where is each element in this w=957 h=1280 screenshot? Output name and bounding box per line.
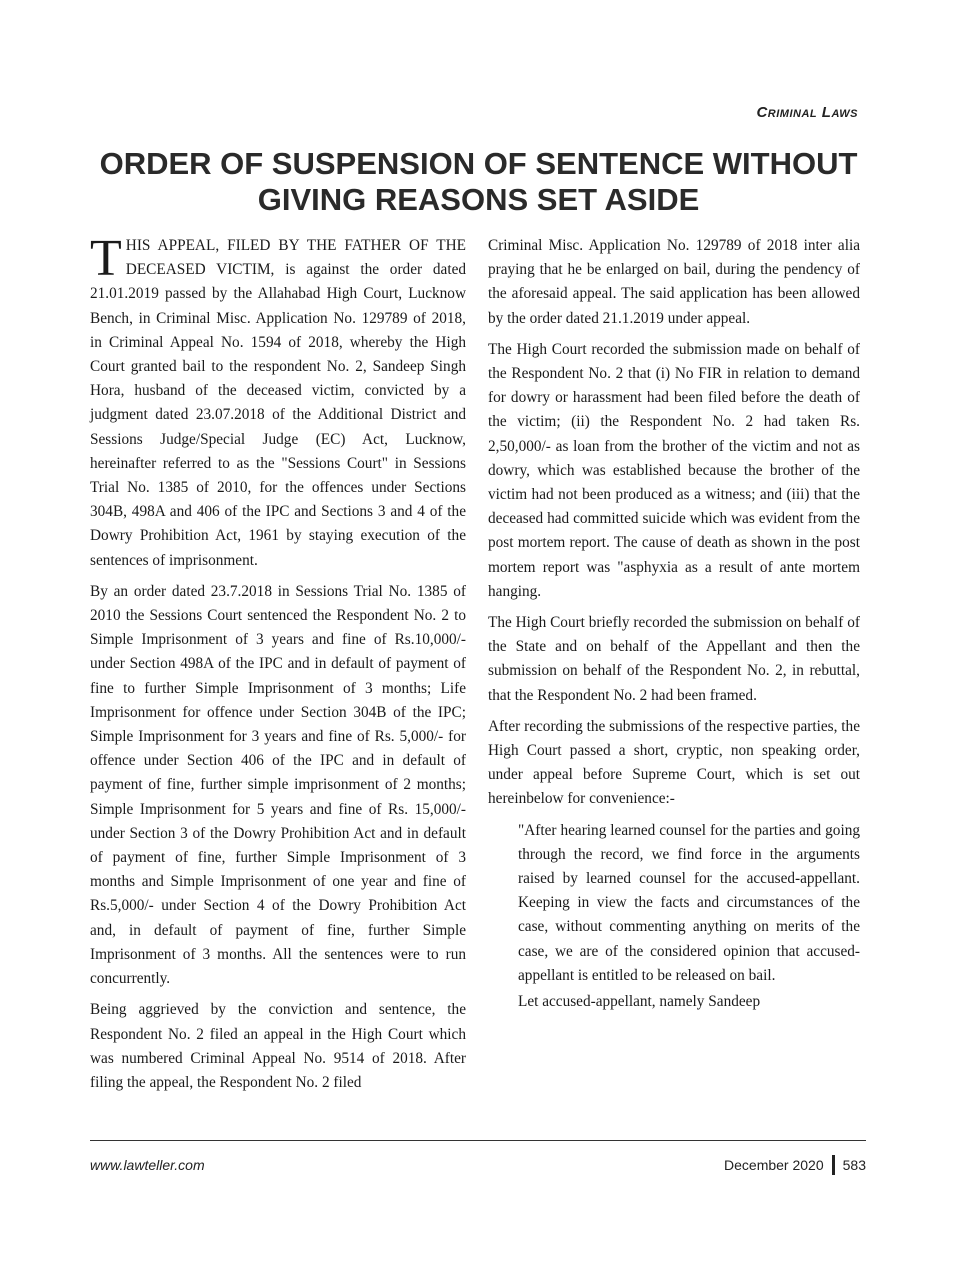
paragraph: Criminal Misc. Application No. 129789 of 2018 inter alia praying that he be enlarged on bail, during the pendency of the aforesaid appeal. The said application has been allowed by the order dated 21.1.2019 under appeal. xyxy=(488,237,860,327)
footer-separator xyxy=(832,1155,835,1175)
article-title: ORDER OF SUSPENSION OF SENTENCE WITHOUT GIVING REASONS SET ASIDE xyxy=(99,146,858,217)
paragraph: After recording the submissions of the respective parties, the High Court passed a short, cryptic, non speaking order, under appeal before Supreme Court, which is set out hereinbelow for convenience:- xyxy=(488,717,860,808)
paragraph: By an order dated 23.7.2018 in Sessions Trial No. 1385 of 2010 the Sessions Court sentenced the Respondent No. 2 to Simple Imprisonment of 3 years and fine of Rs.10,000/- under Section 498A of the IPC and in default of payment of fine to further Simple Imprisonment of 3 months; Life Imprisonment for offence under Section 304B of the IPC; Simple Imprisonment for 3 years and fine of Rs. 5,000/- for offence under Section 406 of the IPC and in default of payment of fine, further simple imprisonment of 2 months; Simple Imprisonment for 5 years and fine of Rs. 15,000/- under Section 3 of the Dowry Prohibition Act and in default of payment of fine, further Simple Imprisonment of 3 months and Simple Imprisonment of one year and fine of Rs.5,000/- under Section 4 of the Dowry Prohibition Act and, in default of payment of fine, further Simple Imprisonment of 3 months. All the sentences were to run concurrently. xyxy=(90,582,466,988)
left-column xyxy=(90,230,467,1102)
right-column xyxy=(488,234,860,1016)
footer-website: www.lawteller.com xyxy=(90,1157,205,1173)
section-label: Criminal Laws xyxy=(756,104,858,121)
footer-info xyxy=(724,1155,866,1175)
quote-paragraph: "After hearing learned counsel for the parties and going through the record, we find force in the arguments raised by learned counsel for the accused-appellant. Keeping in view the facts and circumstances of the case, without commenting anything on merits of the case, we are of the considered opinion that accused-appellant is entitled to be released on bail. xyxy=(518,821,860,984)
issue-date: December 2020 xyxy=(724,1157,824,1173)
page-number: 583 xyxy=(842,1157,866,1173)
paragraph xyxy=(90,230,467,573)
paragraph: Being aggrieved by the conviction and sentence, the Respondent No. 2 filed an appeal in the High Court which was numbered Criminal Appeal No. 9514 of 2018. After filing the appeal, the Respondent No. 2 filed xyxy=(90,1001,466,1091)
quote-paragraph: Let accused-appellant, namely Sandeep xyxy=(518,993,761,1011)
drop-cap: T xyxy=(90,230,122,287)
paragraph-text: is against the order dated 21.01.2019 passed by the Allahabad High Court, Lucknow Bench, in Criminal Misc. Application No. 129789 of 2018, in Criminal Appeal No. 1594 of 2018, whereby the High Court granted bail to the respondent No. 2, Sandeep Singh Hora, husband of the deceased victim, convicted by a judgment dated 23.07.2018 of the Additional District and Sessions Judge/Special Judge (EC) Act, Lucknow, hereinafter referred to as the "Sessions Court" in Sessions Trial No. 1385 of 2010, for the offences under Sections 304B, 498A and 406 of the IPC and Sections 3 and 4 of the Dowry Prohibition Act, 1961 by staying execution of the sentences of imprisonment. xyxy=(90,261,467,569)
block-quote xyxy=(518,819,860,1015)
footer-divider xyxy=(90,1140,866,1141)
lead-in: HIS APPEAL, FILED BY THE FATHER OF THE DECEASED VICTIM, xyxy=(125,237,466,279)
paragraph: The High Court briefly recorded the submission on behalf of the State and on behalf of the Appellant and then the submission on behalf of the Respondent No. 2, in rebuttal, that the Respondent No. 2 had been framed. xyxy=(488,614,860,704)
paragraph: The High Court recorded the submission made on behalf of the Respondent No. 2 that (i) No FIR in relation to demand for dowry or harassment had been filed before the death of the victim; (ii) the Respondent No. 2 had taken Rs. 2,50,000/- as loan from the brother of the victim and not as dowry, which was established because the brother of the victim had not been produced as a witness; and (iii) that the deceased had committed suicide which was evident from the post mortem report. The cause of death as shown in the post mortem report was "asphyxia as a result of ante mortem hanging. xyxy=(488,340,860,600)
